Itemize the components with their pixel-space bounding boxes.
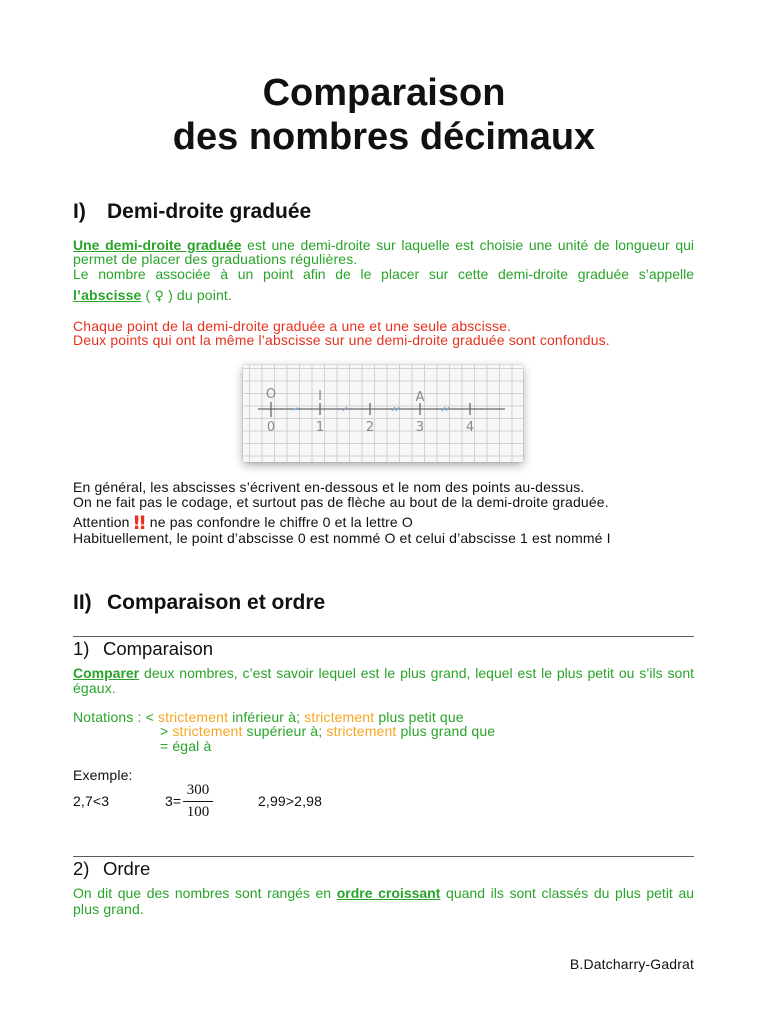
subsection-comparison-number: 1) (73, 638, 90, 659)
graduation-label: 2 (365, 420, 375, 435)
notation-qualifier: strictement (172, 723, 243, 739)
note-line-2: On ne fait pas le codage, et surtout pas de flèche au bout de la demi-droite graduée. (73, 494, 609, 510)
attention-label: Attention (73, 514, 130, 530)
double-exclamation-icon: ‼ (133, 512, 146, 534)
example-inequality-1: 2,7<3 (73, 793, 110, 809)
rule-line-2: Deux points qui ont la même l’abscisse sur une demi-droite graduée sont confondus. (73, 332, 610, 348)
female-sign-icon: ♀ (154, 289, 165, 304)
notation-symbol: < (145, 709, 154, 725)
footer-author: B.Datcharry-Gadrat (569, 956, 694, 972)
definition-line-2: permet de placer des graduations régulières. (73, 251, 358, 267)
graduation-label: 4 (465, 420, 475, 435)
graduated-half-line-drawing (243, 365, 523, 462)
subsection-comparison-title: Comparaison (103, 638, 214, 659)
notation-symbol: = (160, 738, 169, 754)
example-fraction-lhs: 3= (165, 793, 182, 809)
notations-line-2 (160, 723, 694, 739)
attention-line (73, 512, 694, 534)
subsection-order-heading (73, 858, 673, 880)
paren-open: ( (145, 287, 151, 303)
subsection-order-number: 2) (73, 858, 90, 879)
graduated-half-line-figure (243, 365, 523, 462)
paren-close: ) (168, 287, 173, 303)
abscisse-tail: du point. (176, 287, 232, 303)
notation-text: égal à (172, 738, 212, 754)
notation-symbol: > (160, 723, 169, 739)
order-line-1 (73, 885, 694, 901)
graduation-label: 3 (415, 420, 425, 435)
fraction-numerator: 300 (186, 782, 210, 798)
attention-text: ne pas confondre le chiffre 0 et la lettre O (149, 514, 413, 530)
fraction-denominator: 100 (186, 804, 210, 820)
rule-line-1: Chaque point de la demi-droite graduée a une et une seule abscisse. (73, 318, 512, 334)
comparison-line-2: égaux. (73, 680, 116, 696)
subsection-order-title: Ordre (103, 858, 151, 879)
notation-qualifier: strictement (158, 709, 229, 725)
divider (73, 636, 694, 637)
notation-text: plus petit que (378, 709, 464, 725)
abscisse-line-2 (73, 287, 694, 305)
order-term: ordre croissant (336, 885, 441, 901)
section-2-title: Comparaison et ordre (107, 591, 326, 614)
section-2-heading (73, 591, 673, 615)
example-inequality-2: 2,99>2,98 (258, 793, 323, 809)
notation-text: supérieur à; (246, 723, 323, 739)
notation-text: plus grand que (400, 723, 496, 739)
notations-label: Notations : (73, 709, 142, 725)
divider (73, 856, 694, 857)
comparison-text: deux nombres, c’est savoir lequel est le plus grand, lequel est le plus petit ou s’ils sont (144, 665, 694, 681)
notations-line-3 (160, 738, 694, 754)
point-name-label: A (415, 390, 425, 405)
notation-qualifier: strictement (326, 723, 397, 739)
comparison-line-1 (73, 665, 694, 681)
example-label: Exemple: (73, 767, 133, 783)
abscisse-term: l’abscisse (73, 287, 142, 303)
section-1-number: I) (73, 200, 86, 223)
notation-qualifier: strictement (304, 709, 375, 725)
definition-text: est une demi-droite sur laquelle est choisie une unité de longueur qui (247, 237, 694, 253)
fraction-bar (183, 801, 213, 802)
order-line-2: plus grand. (73, 901, 144, 917)
point-name-label: I (318, 389, 322, 404)
graduation-label: 1 (315, 420, 325, 435)
comparison-term: Comparer (73, 665, 140, 681)
section-1-title: Demi-droite graduée (107, 200, 312, 223)
order-text-after: quand ils sont classés du plus petit au (446, 885, 695, 901)
abscisse-line-1: Le nombre associée à un point afin de le placer sur cette demi-droite graduée s’appelle (73, 266, 694, 282)
notation-text: inférieur à; (232, 709, 301, 725)
page-title-line-2: des nombres décimaux (172, 116, 596, 158)
note-line-1: En général, les abscisses s’écrivent en-dessous et le nom des points au-dessus. (73, 479, 585, 495)
section-1-heading (73, 200, 673, 224)
habit-line: Habituellement, le point d’abscisse 0 est nommé O et celui d’abscisse 1 est nommé I (73, 530, 611, 546)
point-name-label: O (265, 387, 277, 402)
graduation-label: 0 (266, 420, 276, 435)
example-fraction (183, 781, 213, 822)
definition-term: Une demi-droite graduée (73, 237, 242, 253)
subsection-comparison-heading (73, 638, 673, 660)
section-2-number: II) (73, 591, 92, 614)
order-text-before: On dit que des nombres sont rangés en (73, 885, 332, 901)
page-title-line-1: Comparaison (262, 72, 506, 114)
